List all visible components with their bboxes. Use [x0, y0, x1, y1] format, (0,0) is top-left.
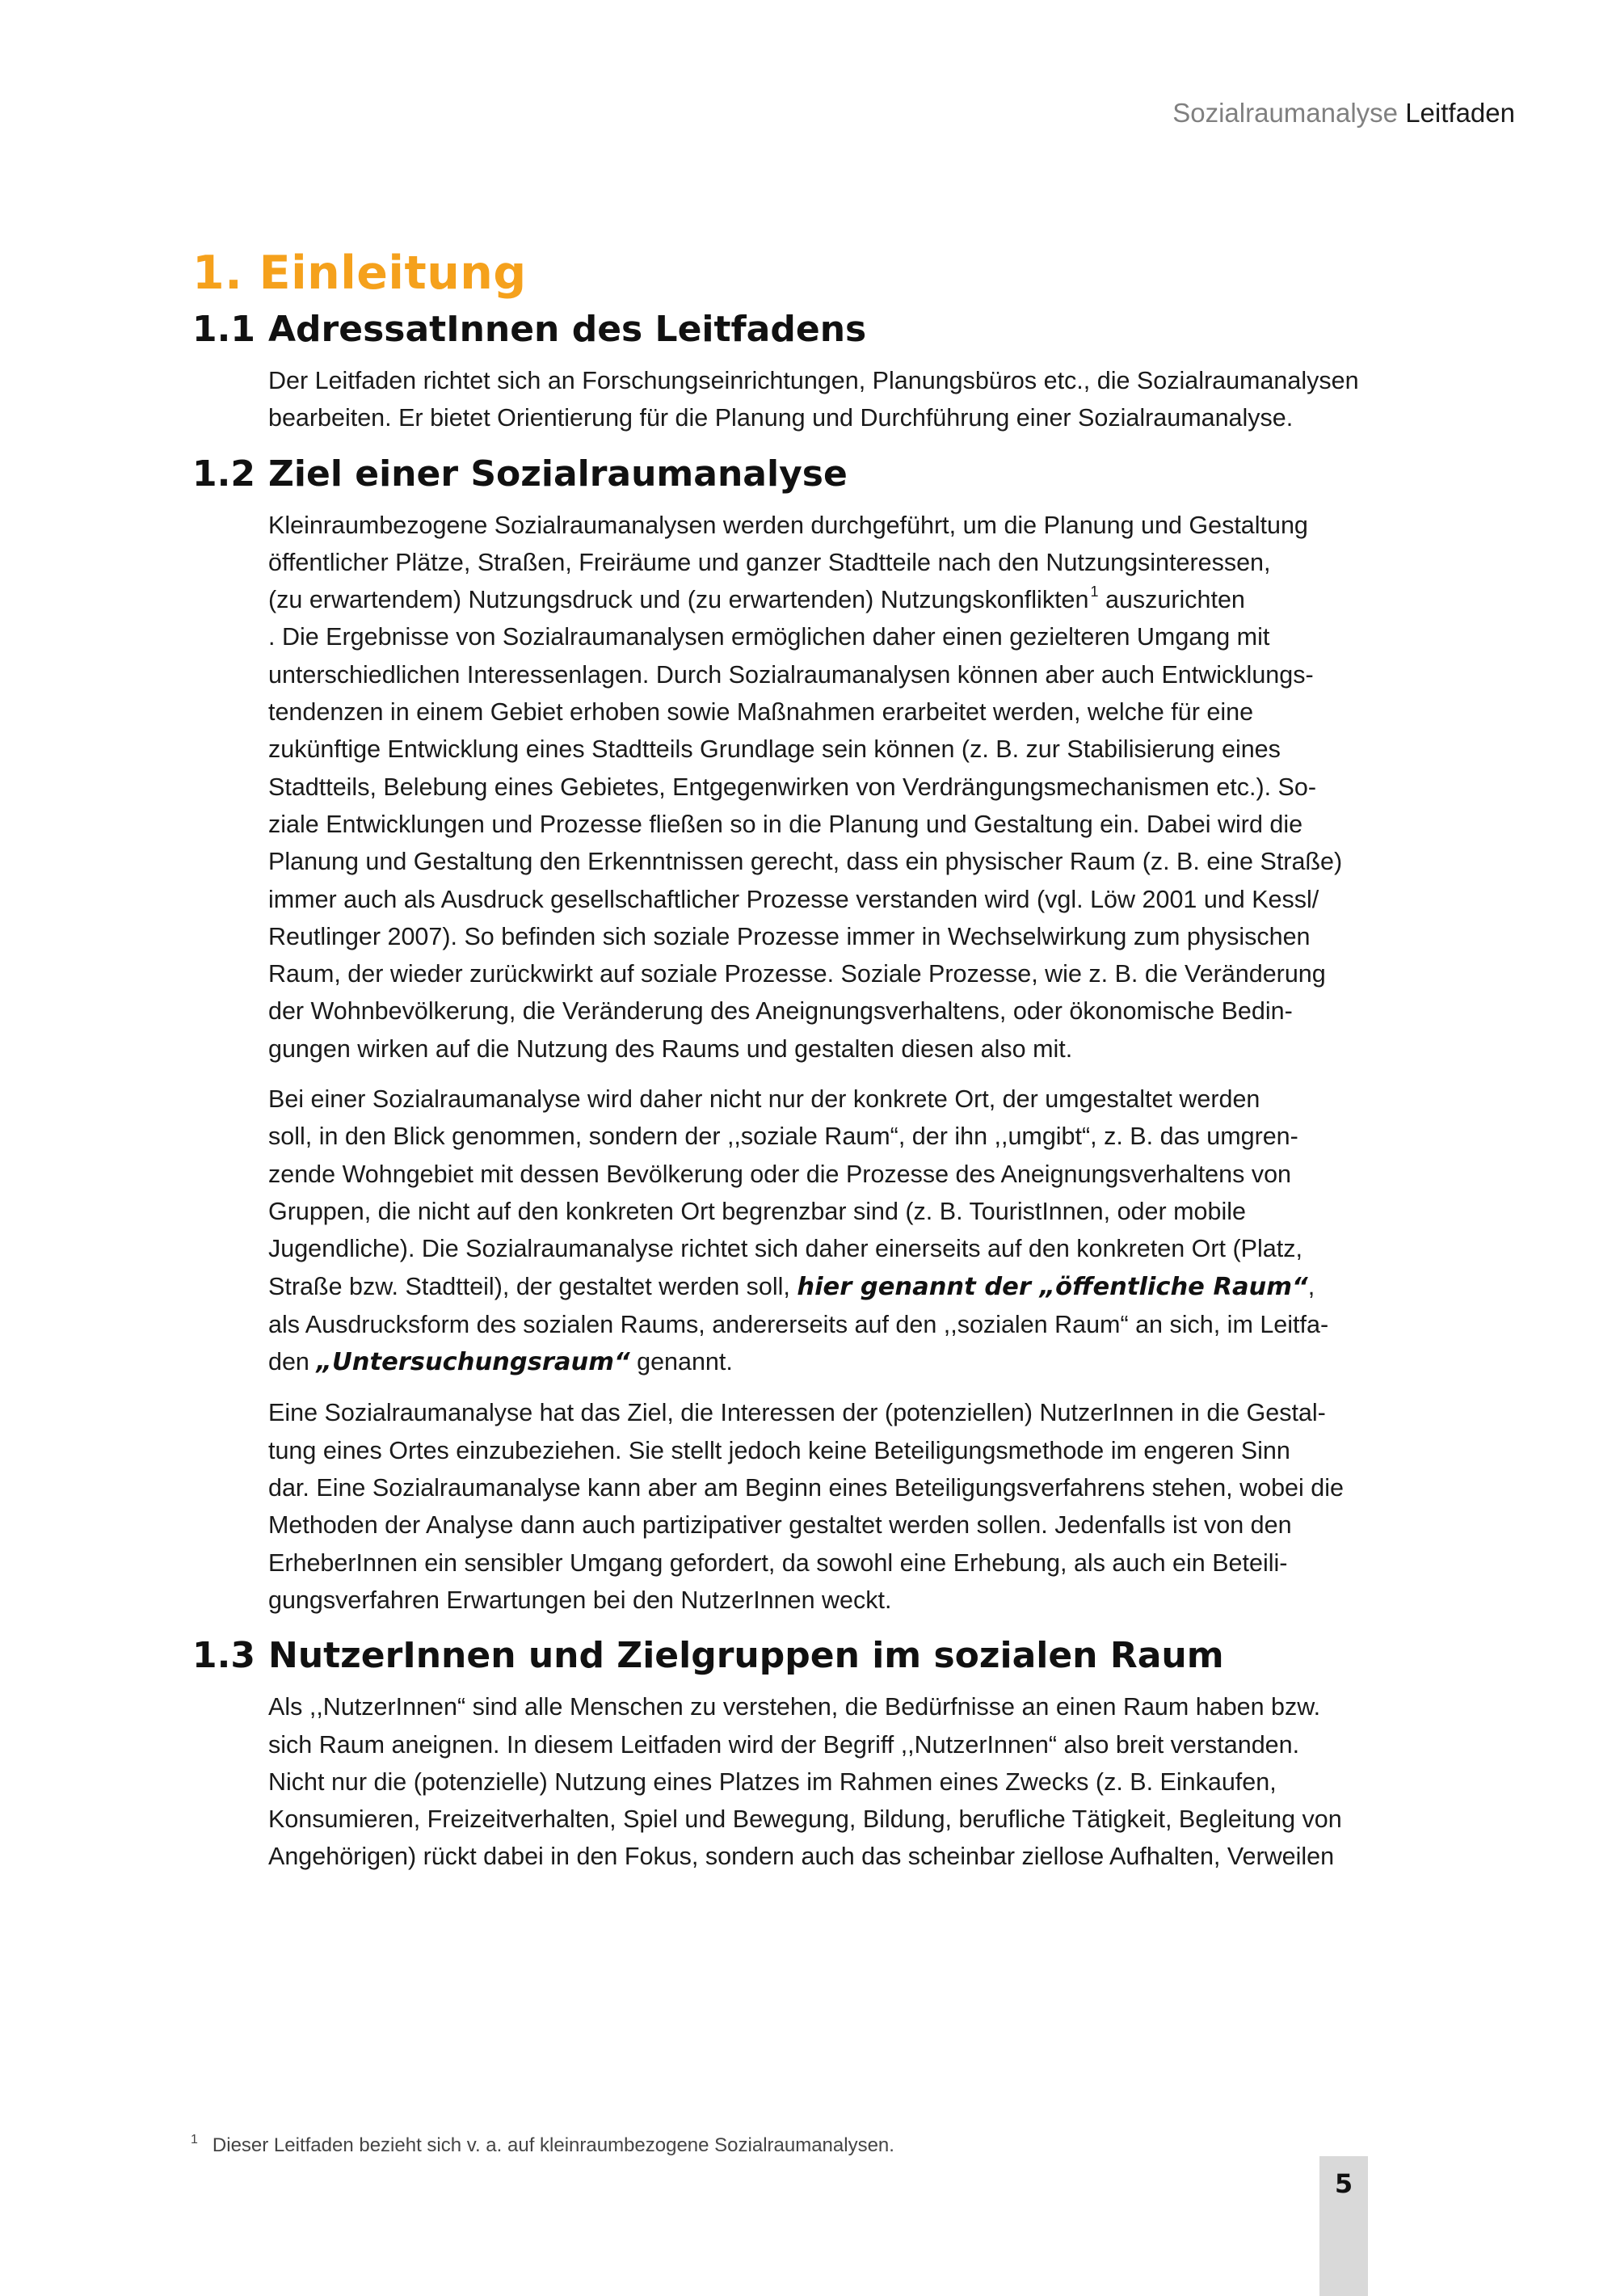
section-body [268, 507, 1372, 1620]
text-line: öffentlicher Plätze, Straßen, Freiräume und ganzer Stadtteile nach den Nutzungsinteressen, [268, 548, 1271, 576]
text-line: tendenzen in einem Gebiet erhoben sowie Maßnahmen erarbeitet werden, welche für eine [268, 698, 1254, 727]
section-title: Ziel einer Sozialraumanalyse [268, 453, 848, 495]
text-line: tung eines Ortes einzubeziehen. Sie stellt jedoch keine Beteiligungsmethode im engeren Sinn [268, 1436, 1290, 1464]
text-line: zende Wohngebiet mit dessen Bevölkerung oder die Prozesse des Aneignungsverhaltens von [268, 1160, 1292, 1188]
section-number: 1.1 [192, 309, 255, 350]
chapter-title: 1. Einleitung [192, 246, 527, 300]
text-line: Als ,,NutzerInnen“ sind alle Menschen zu verstehen, die Bedürfnisse an einen Raum haben bzw. [268, 1693, 1321, 1721]
text-line [268, 1343, 1372, 1381]
text-line: gungsverfahren Erwartungen bei den NutzerInnen weckt. [268, 1586, 892, 1614]
emphasis-public-space: hier genannt der „öffentliche Raum“ [797, 1272, 1308, 1301]
text-line: der Wohnbevölkerung, die Veränderung des Aneignungsverhaltens, oder ökonomische Bedin- [268, 997, 1293, 1026]
page-content [192, 241, 1372, 1889]
text-line: . Die Ergebnisse von Sozialraumanalysen ermöglichen daher einen gezielteren Umgang mit [268, 623, 1270, 651]
text-line: Reutlinger 2007). So befinden sich soziale Prozesse immer in Wechselwirkung zum physischen [268, 922, 1311, 950]
running-header [1172, 97, 1515, 129]
text-line: ziale Entwicklungen und Prozesse fließen so in die Planung und Gestaltung ein. Dabei wird die [268, 810, 1303, 838]
text-line: Kleinraumbezogene Sozialraumanalysen werden durchgeführt, um die Planung und Gestaltung [268, 511, 1308, 539]
footnote-reference[interactable]: 1 [1090, 583, 1099, 600]
text-line: Der Leitfaden richtet sich an Forschungseinrichtungen, Planungsbüros etc., die Sozialraumanalysen [268, 367, 1359, 394]
text-line: bearbeiten. Er bietet Orientierung für die Planung und Durchführung einer Sozialraumanalyse. [268, 404, 1294, 432]
section-title: AdressatInnen des Leitfadens [268, 309, 867, 350]
section-number: 1.2 [192, 453, 255, 495]
text-line: immer auch als Ausdruck gesellschaftlicher Prozesse verstanden wird (vgl. Löw 2001 und Kessl/ [268, 885, 1319, 913]
footnote-text: Dieser Leitfaden bezieht sich v. a. auf kleinraumbezogene Sozialraumanalysen. [212, 2134, 894, 2156]
paragraph [268, 1394, 1372, 1619]
footnote-mark: 1 [191, 2133, 198, 2146]
section-heading [192, 1632, 1372, 1680]
text-segment: auszurichten [1098, 586, 1245, 614]
emphasis-investigation-space: „Untersuchungsraum“ [316, 1348, 630, 1377]
text-line: Stadtteils, Belebung eines Gebietes, Entgegenwirken von Verdrängungsmechanismen etc.). So- [268, 773, 1317, 801]
text-line: Planung und Gestaltung den Erkenntnissen gerecht, dass ein physischer Raum (z. B. eine Straße) [268, 848, 1343, 876]
text-line: Eine Sozialraumanalyse hat das Ziel, die Interessen der (potenziellen) NutzerInnen in die Gestal- [268, 1399, 1326, 1427]
section-heading [192, 450, 1372, 499]
text-line: ErheberInnen ein sensibler Umgang gefordert, da sowohl eine Erhebung, als auch ein Beteili- [268, 1548, 1288, 1577]
text-line: soll, in den Blick genommen, sondern der ,,soziale Raum“, der ihn ,,umgibt“, z. B. das umgren- [268, 1123, 1298, 1151]
section-title: NutzerInnen und Zielgruppen im sozialen Raum [268, 1635, 1224, 1677]
page-number-tab [1319, 2156, 1368, 2296]
text-line: gungen wirken auf die Nutzung des Raums und gestalten diesen also mit. [268, 1034, 1073, 1063]
text-line: sich Raum aneignen. In diesem Leitfaden wird der Begriff ,,NutzerInnen“ also breit verstanden. [268, 1730, 1300, 1759]
text-line [268, 1268, 1372, 1306]
section-body [268, 1688, 1372, 1875]
paragraph [268, 1688, 1372, 1875]
text-line [268, 581, 1372, 618]
section-number: 1.3 [192, 1635, 255, 1677]
footnote [191, 2127, 894, 2159]
section-body [268, 362, 1372, 437]
text-line: Gruppen, die nicht auf den konkreten Ort begrenzbar sind (z. B. TouristInnen, oder mobile [268, 1197, 1246, 1225]
text-line: Bei einer Sozialraumanalyse wird daher nicht nur der konkrete Ort, der umgestaltet werden [268, 1085, 1260, 1114]
text-segment: genannt. [629, 1348, 733, 1376]
paragraph [268, 507, 1372, 1068]
paragraph [268, 1081, 1372, 1381]
text-segment: (zu erwartendem) Nutzungsdruck und (zu erwartenden) Nutzungskonflikten [268, 586, 1089, 614]
text-line: Methoden der Analyse dann auch partizipativer gestaltet werden sollen. Jedenfalls ist von den [268, 1511, 1292, 1540]
section-heading [192, 305, 1372, 354]
page-number: 5 [1334, 2168, 1353, 2199]
text-segment: Straße bzw. Stadtteil), der gestaltet werden soll, [268, 1272, 797, 1300]
text-line: Nicht nur die (potenzielle) Nutzung eines Platzes im Rahmen eines Zwecks (z. B. Einkaufen, [268, 1767, 1277, 1796]
text-segment: den [268, 1348, 317, 1376]
text-line: Konsumieren, Freizeitverhalten, Spiel und Bewegung, Bildung, berufliche Tätigkeit, Begleitung von [268, 1805, 1342, 1834]
text-line: Raum, der wieder zurückwirkt auf soziale Prozesse. Soziale Prozesse, wie z. B. die Veränderung [268, 960, 1326, 988]
text-line: unterschiedlichen Interessenlagen. Durch Sozialraumanalysen können aber auch Entwicklungs- [268, 660, 1314, 689]
text-line: Angehörigen) rückt dabei in den Fokus, sondern auch das scheinbar ziellose Aufhalten, Verweilen [268, 1843, 1335, 1871]
section-1-3 [192, 1632, 1372, 1875]
running-header-title: Leitfaden [1405, 98, 1515, 128]
text-line: zukünftige Entwicklung eines Stadtteils Grundlage sein können (z. B. zur Stabilisierung eines [268, 735, 1281, 764]
paragraph [268, 362, 1372, 437]
section-1-2 [192, 450, 1372, 1620]
text-line: Jugendliche). Die Sozialraumanalyse richtet sich daher einerseits auf den konkreten Ort (Platz, [268, 1235, 1302, 1263]
text-line: dar. Eine Sozialraumanalyse kann aber am Beginn eines Beteiligungsverfahrens stehen, wobei die [268, 1474, 1344, 1502]
text-line: als Ausdrucksform des sozialen Raums, andererseits auf den ,,sozialen Raum“ an sich, im Leitfa- [268, 1310, 1329, 1338]
running-header-series: Sozialraumanalyse [1172, 98, 1399, 128]
text-segment: , [1307, 1272, 1315, 1300]
section-1-1 [192, 305, 1372, 437]
